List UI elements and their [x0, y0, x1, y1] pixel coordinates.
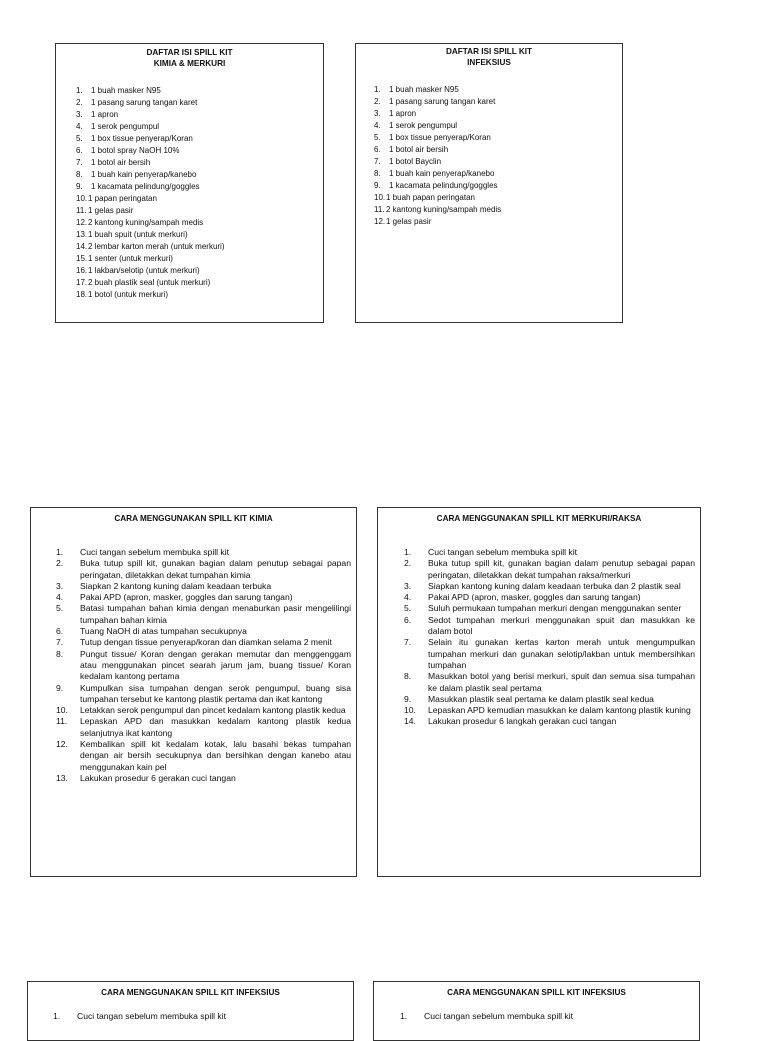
cara-infeksius-title-right: CARA MENGGUNAKAN SPILL KIT INFEKSIUS — [447, 988, 626, 997]
kit-item-text: 1 kacamata pelindung/goggles — [389, 181, 498, 190]
infeksius-kit-title: DAFTAR ISI SPILL KIT INFEKSIUS — [445, 47, 533, 67]
step-text: Cuci tangan sebelum membuka spill kit — [428, 547, 578, 557]
step-number: 1. — [404, 547, 412, 557]
step-number: 3. — [404, 580, 412, 591]
cara-infeksius-box-right — [373, 981, 700, 1041]
procedure-step — [404, 705, 695, 716]
kit-item-text: 1 gelas pasir — [88, 206, 134, 215]
procedure-step — [56, 603, 351, 626]
procedure-step — [56, 592, 351, 603]
kit-item-text: 1 papan peringatan — [88, 194, 157, 203]
procedure-step — [404, 694, 695, 705]
step-number: 10. — [56, 705, 68, 716]
kit-item-number: 12. — [76, 218, 88, 227]
step-number: 6. — [404, 614, 412, 625]
kit-item — [76, 157, 315, 169]
step-text: Pungut tissue/ Koran dengan gerakan memutar dan menggenggam atau menggunakan pincet searah jarum jam, buang tissue/ Koran kedalam kantong pertama — [80, 648, 351, 682]
procedure-step — [56, 558, 351, 581]
kit-item — [76, 289, 315, 301]
procedure-step — [56, 739, 351, 773]
procedure-step — [56, 547, 351, 558]
step-number: 8. — [56, 648, 64, 659]
kit-item — [76, 265, 315, 277]
step-number: 9. — [404, 693, 412, 704]
step-number: 5. — [404, 603, 412, 614]
step-text: Buka tutup spill kit, gunakan bagian dalam penutup sebagai papan peringatan, diletakkan dekat tumpahan raksa/merkuri — [428, 558, 695, 580]
kit-item-number: 9. — [76, 182, 83, 191]
kit-item — [76, 133, 315, 145]
procedure-step — [56, 773, 351, 784]
kit-item — [374, 180, 614, 192]
procedure-step — [404, 581, 695, 592]
step-number: 6. — [56, 626, 64, 637]
cara-infeksius-title-left: CARA MENGGUNAKAN SPILL KIT INFEKSIUS — [101, 988, 280, 997]
kit-item-text: 1 botol Bayclin — [389, 157, 442, 166]
step-text: Letakkan serok pengumpul dan pincet kedalam kantong plastik kedua — [80, 705, 346, 716]
procedure-step — [404, 637, 695, 671]
kit-item-text: 2 lembar karton merah (untuk merkuri) — [88, 242, 225, 251]
step-number: 4. — [56, 592, 64, 603]
procedure-step — [56, 649, 351, 683]
kit-item-number: 4. — [374, 121, 381, 130]
kit-item-text: 1 box tissue penyerap/Koran — [389, 133, 491, 142]
step-number: 13. — [56, 772, 68, 783]
step-number: 2. — [56, 558, 64, 569]
step-text: Lakukan prosedur 6 langkah gerakan cuci tangan — [428, 716, 617, 727]
procedure-step — [56, 705, 351, 716]
step-text: Tutup dengan tissue penyerap/koran dan diamkan selama 2 menit — [80, 637, 332, 648]
step-number: 10. — [404, 705, 416, 716]
kit-item-text: 1 apron — [91, 110, 119, 119]
kit-item — [374, 204, 614, 216]
step-number: 2. — [404, 558, 412, 569]
step-number: 1. — [400, 1011, 408, 1021]
kit-item-text: 1 botol air bersih — [91, 158, 151, 167]
step-text: Masukkan plastik seal pertama ke dalam plastik seal kedua — [428, 693, 654, 704]
kit-item — [76, 169, 315, 181]
step-text: Batasi tumpahan bahan kimia dengan menaburkan pasir mengelilingi tumpahan bahan kimia — [80, 603, 351, 625]
kimia-kit-title: DAFTAR ISI SPILL KIT KIMIA & MERKURI — [146, 48, 233, 68]
kit-item-text: 1 pasang sarung tangan karet — [91, 98, 198, 107]
step-text: Lepaskan APD dan masukkan kedalam kantong plastik kedua selanjutnya ikat kantong — [80, 716, 351, 738]
procedure-step — [404, 716, 695, 727]
kit-item-number: 15. — [76, 254, 88, 263]
step-text: Sedot tumpahan merkuri menggunakan spuit dan masukkan ke dalam botol — [428, 614, 695, 637]
step-text: Cuci tangan sebelum membuka spill kit — [77, 1011, 227, 1021]
kit-item-text: 1 senter (untuk merkuri) — [88, 254, 173, 263]
kimia-kit-item-list — [64, 85, 315, 301]
kit-item — [374, 108, 614, 120]
kit-item — [76, 205, 315, 217]
kit-item — [76, 85, 315, 97]
kit-item — [374, 168, 614, 180]
step-text: Suluh permukaan tumpahan merkuri dengan menggunakan senter — [428, 603, 682, 614]
kit-item — [374, 84, 614, 96]
kit-item-text: 1 apron — [389, 109, 417, 118]
kit-item — [76, 253, 315, 265]
kit-item-number: 11. — [374, 205, 385, 214]
cara-merkuri-steps — [383, 547, 695, 728]
step-text: Siapkan kantong kuning dalam keadaan terbuka dan 2 plastik seal — [428, 580, 681, 591]
kit-item-number: 1. — [374, 85, 381, 94]
kit-item-text: 1 buah spuit (untuk merkuri) — [88, 230, 188, 239]
step-text: Pakai APD (apron, masker, goggles dan sarung tangan) — [80, 592, 293, 603]
procedure-step — [56, 581, 351, 592]
kit-item-text: 1 buah papan peringatan — [386, 193, 475, 202]
kit-item-text: 1 buah kain penyerap/kanebo — [91, 170, 197, 179]
step-number: 3. — [56, 580, 64, 591]
procedure-step — [404, 558, 695, 581]
kit-item-number: 10. — [76, 194, 88, 203]
kit-item-number: 2. — [374, 97, 381, 106]
step-text: Kumpulkan sisa tumpahan dengan serok pengumpul, buang sisa tumpahan tersebut ke kantong plastik pertama dan ikat kantong — [80, 682, 351, 704]
kit-item-text: 1 botol spray NaOH 10% — [91, 146, 180, 155]
procedure-step — [400, 1011, 694, 1022]
step-text: Kembalikan spill kit kedalam kotak, lalu basahi bekas tumpahan dengan air bersih secukupnya dan bersihkan dengan kanebo atau menggunakan kain pel — [80, 739, 351, 772]
kit-item — [374, 144, 614, 156]
kit-item-number: 12. — [374, 217, 386, 226]
kit-item — [76, 145, 315, 157]
procedure-step — [404, 603, 695, 614]
procedure-step — [56, 683, 351, 706]
cara-infeksius-box-left — [27, 981, 354, 1041]
step-text: Tuang NaOH di atas tumpahan secukupnya — [80, 626, 247, 637]
kit-item-text: 1 gelas pasir — [386, 217, 432, 226]
kit-item — [76, 121, 315, 133]
step-text: Cuci tangan sebelum membuka spill kit — [80, 547, 230, 557]
kit-item — [374, 216, 614, 228]
kit-item-text: 2 kantong kuning/sampah medis — [88, 218, 204, 227]
kit-item — [374, 120, 614, 132]
step-number: 1. — [56, 547, 64, 557]
step-text: Cuci tangan sebelum membuka spill kit — [424, 1011, 574, 1021]
step-text: Pakai APD (apron, masker, goggles dan sarung tangan) — [428, 592, 641, 603]
cara-merkuri-title: CARA MENGGUNAKAN SPILL KIT MERKURI/RAKSA — [436, 514, 642, 523]
step-text: Lepaskan APD kemudian masukkan ke dalam kantong plastik kuning — [428, 705, 691, 716]
kit-item-text: 1 buah kain penyerap/kanebo — [389, 169, 495, 178]
step-number: 8. — [404, 671, 412, 682]
kit-item — [76, 277, 315, 289]
kit-item-number: 8. — [76, 170, 83, 179]
infeksius-kit-contents-box — [355, 43, 623, 323]
kit-item-text: 1 buah masker N95 — [91, 86, 161, 95]
step-number: 5. — [56, 603, 64, 614]
procedure-step — [404, 547, 695, 558]
kit-item-number: 10. — [374, 193, 386, 202]
step-number: 1. — [53, 1011, 61, 1021]
step-number: 4. — [404, 592, 412, 603]
step-text: Buka tutup spill kit, gunakan bagian dalam penutup sebagai papan peringatan, diletakkan dekat tumpahan kimia — [80, 558, 351, 580]
kit-item-number: 4. — [76, 122, 83, 131]
kit-item-text: 2 buah plastik seal (untuk merkuri) — [88, 278, 211, 287]
kit-item — [76, 229, 315, 241]
kit-item — [76, 109, 315, 121]
step-number: 9. — [56, 682, 64, 693]
step-number: 7. — [56, 637, 64, 648]
kit-item — [374, 132, 614, 144]
kit-item — [374, 96, 614, 108]
kit-item-number: 7. — [76, 158, 83, 167]
procedure-step — [404, 615, 695, 638]
kit-item — [374, 156, 614, 168]
step-text: Siapkan 2 kantong kuning dalam keadaan terbuka — [80, 580, 272, 591]
kit-item — [76, 181, 315, 193]
kit-item-text: 1 kacamata pelindung/goggles — [91, 182, 200, 191]
kit-item-number: 3. — [374, 109, 381, 118]
cara-merkuri-box — [377, 507, 701, 877]
kit-item-number: 6. — [374, 145, 381, 154]
kit-item-number: 7. — [374, 157, 381, 166]
cara-infeksius-steps-right — [379, 1011, 694, 1022]
kit-item-text: 1 botol air bersih — [389, 145, 449, 154]
kit-item-text: 2 kantong kuning/sampah medis — [386, 205, 502, 214]
kit-item — [76, 97, 315, 109]
procedure-step — [56, 716, 351, 739]
cara-kimia-title: CARA MENGGUNAKAN SPILL KIT KIMIA — [114, 514, 273, 523]
cara-infeksius-steps-left — [33, 1011, 348, 1022]
kit-item-number: 17. — [76, 278, 88, 287]
procedure-step — [56, 626, 351, 637]
kit-item — [76, 241, 315, 253]
kit-item — [374, 192, 614, 204]
cara-kimia-steps — [36, 547, 351, 784]
step-text: Lakukan prosedur 6 gerakan cuci tangan — [80, 772, 236, 783]
kit-item-number: 8. — [374, 169, 381, 178]
kit-item-number: 18. — [76, 290, 88, 299]
kit-item-number: 16. — [76, 266, 88, 275]
kit-item-number: 9. — [374, 181, 381, 190]
procedure-step — [404, 671, 695, 694]
cara-kimia-box — [30, 507, 357, 877]
kit-item-text: 1 serok pengumpul — [91, 122, 160, 131]
kit-item — [76, 217, 315, 229]
procedure-step — [56, 637, 351, 648]
step-number: 7. — [404, 637, 412, 648]
step-number: 11. — [56, 716, 68, 727]
kit-item-text: 1 buah masker N95 — [389, 85, 459, 94]
kit-item-number: 13. — [76, 230, 88, 239]
kit-item-number: 3. — [76, 110, 83, 119]
step-text: Masukkan botol yang berisi merkuri, spuit dan semua sisa tumpahan ke dalam plastik seal pertama — [428, 671, 695, 693]
kit-item-number: 5. — [374, 133, 381, 142]
kit-item-number: 14. — [76, 242, 88, 251]
step-number: 12. — [56, 739, 68, 750]
kimia-kit-contents-box — [55, 43, 324, 323]
step-number: 14. — [404, 716, 416, 727]
kit-item-text: 1 box tissue penyerap/Koran — [91, 134, 193, 143]
kit-item-text: 1 botol (untuk merkuri) — [88, 290, 169, 299]
infeksius-kit-item-list — [364, 84, 614, 228]
kit-item-text: 1 serok pengumpul — [389, 121, 458, 130]
procedure-step — [53, 1011, 348, 1022]
kit-item-number: 11. — [76, 206, 87, 215]
kit-item-number: 6. — [76, 146, 83, 155]
kit-item-text: 1 lakban/selotip (untuk merkuri) — [88, 266, 200, 275]
step-text: Selain itu gunakan kertas karton merah untuk mengumpulkan tumpahan merkuri dan gunakan selotip/lakban untuk membersihkan tumpahan — [428, 637, 695, 670]
procedure-step — [404, 592, 695, 603]
kit-item-number: 2. — [76, 98, 83, 107]
kit-item-number: 5. — [76, 134, 83, 143]
kit-item — [76, 193, 315, 205]
kit-item-number: 1. — [76, 86, 83, 95]
kit-item-text: 1 pasang sarung tangan karet — [389, 97, 496, 106]
